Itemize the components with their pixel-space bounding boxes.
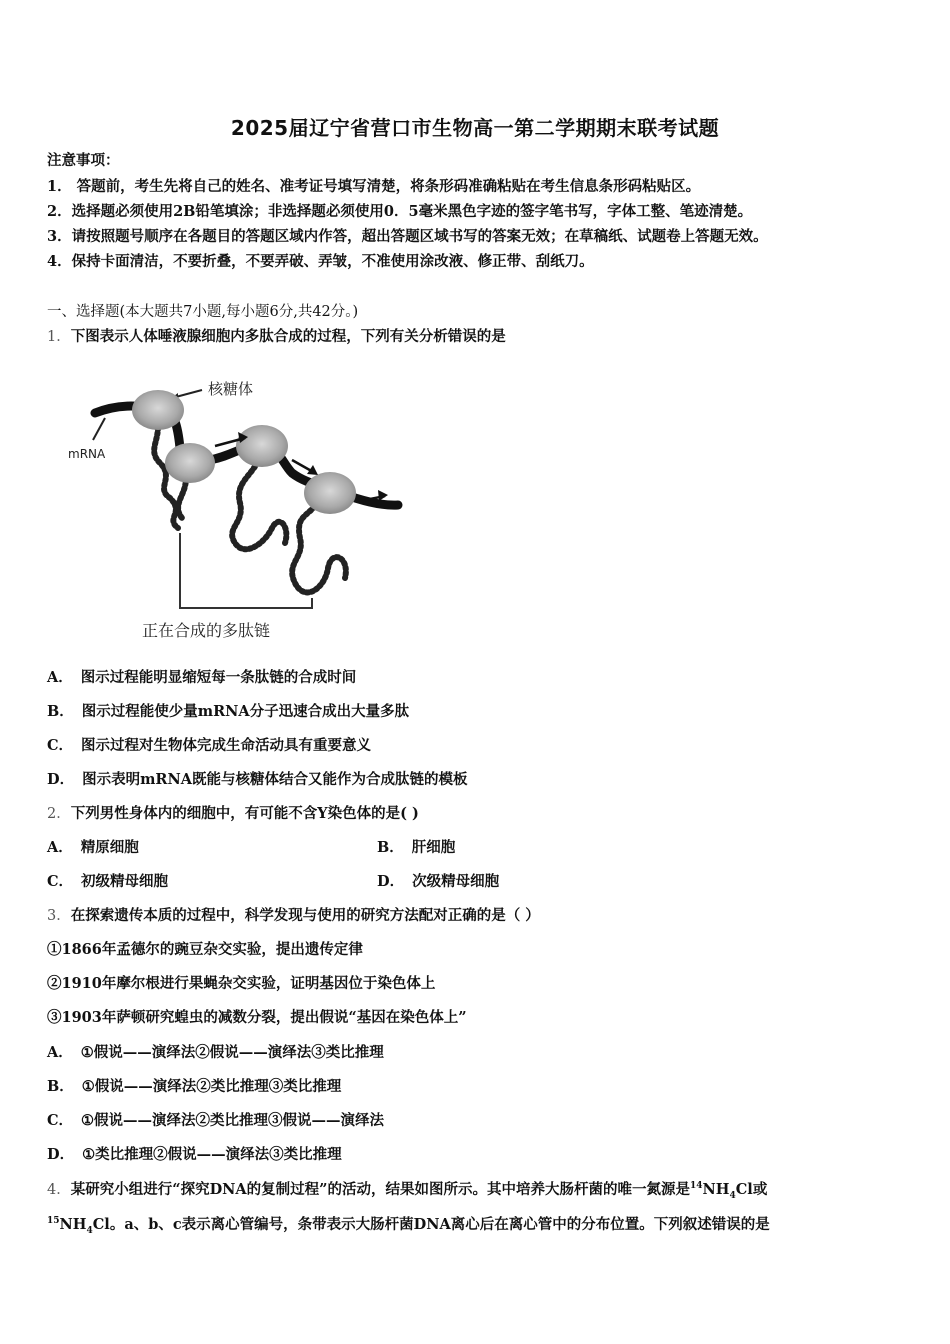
question-1-stem [47, 327, 506, 347]
notice-item-1: 1． 答题前，考生先将自己的姓名、准考证号填写清楚，将条形码准确粘贴在考生信息条形码粘贴区。 [47, 178, 701, 195]
q3-item-1: ①1866年孟德尔的豌豆杂交实验，提出遗传定律 [47, 941, 363, 958]
q3-option-d[interactable]: D． ①类比推理②假说——演绎法③类比推理 [47, 1146, 342, 1163]
q2-option-d[interactable]: D． 次级精母细胞 [377, 873, 500, 890]
question-4-line-2: $^{15}NH_4Cl$。a、b、c表示离心管编号，条带表示大肠杆菌DNA离心后在离心管中的分布位置。下列叙述错误的是 [47, 1216, 770, 1236]
ribosome-2 [165, 443, 215, 483]
q2-option-a[interactable]: A． 精原细胞 [47, 839, 139, 856]
question-text: 下图表示人体唾液腺细胞内多肽合成的过程，下列有关分析错误的是 [70, 328, 506, 345]
q3-option-c[interactable]: C． ①假说——演绎法②类比推理③假说——演绎法 [47, 1112, 385, 1129]
label-mrna: mRNA [68, 447, 106, 461]
notice-heading: 注意事项： [47, 152, 120, 169]
q3-item-3: ③1903年萨顿研究蝗虫的减数分裂，提出假说“基因在染色体上” [47, 1009, 467, 1026]
question-2-stem: 2．下列男性身体内的细胞中，有可能不含Y染色体的是( ) [47, 805, 419, 822]
q1-option-c[interactable]: C． 图示过程对生物体完成生命活动具有重要意义 [47, 737, 372, 754]
q2-option-b[interactable]: B． 肝细胞 [377, 839, 456, 856]
page-title: 2025届辽宁省营口市生物高一第二学期期末联考试题 [230, 116, 720, 140]
label-polypeptide: 正在合成的多肽链 [142, 621, 271, 640]
notice-item-4: 4．保持卡面清洁，不要折叠，不要弄破、弄皱，不准使用涂改液、修正带、刮纸刀。 [47, 253, 594, 270]
q3-option-b[interactable]: B． ①假说——演绎法②类比推理③类比推理 [47, 1078, 342, 1095]
question-number: 1． [47, 329, 71, 345]
q1-option-d[interactable]: D． 图示表明mRNA既能与核糖体结合又能作为合成肽链的模板 [47, 771, 468, 788]
ribosome-1 [132, 390, 184, 430]
q3-item-2: ②1910年摩尔根进行果蝇杂交实验，证明基因位于染色体上 [47, 975, 436, 992]
q1-option-a[interactable]: A． 图示过程能明显缩短每一条肽链的合成时间 [47, 669, 357, 686]
q2-option-c[interactable]: C． 初级精母细胞 [47, 873, 169, 890]
ribosome-4 [304, 472, 356, 514]
mrna-pointer [93, 418, 105, 440]
polysome-figure [60, 368, 420, 648]
label-ribosome: 核糖体 [208, 380, 254, 398]
q1-option-b[interactable]: B． 图示过程能使少量mRNA分子迅速合成出大量多肽 [47, 703, 410, 720]
question-3-stem: 3．在探索遗传本质的过程中，科学发现与使用的研究方法配对正确的是（ ） [47, 907, 540, 924]
question-4-line-1: 4．某研究小组进行“探究DNA的复制过程”的活动，结果如图所示。其中培养大肠杆菌的唯一氮源是$^{14}NH_4Cl$或 [47, 1181, 768, 1201]
section-heading: 一、选择题(本大题共7小题,每小题6分,共42分。) [47, 304, 359, 320]
polysome-diagram [60, 368, 420, 648]
ribosome-3 [236, 425, 288, 467]
notice-item-2: 2．选择题必须使用2B铅笔填涂；非选择题必须使用0．5毫米黑色字迹的签字笔书写，字体工整、笔迹清楚。 [47, 203, 753, 220]
q3-option-a[interactable]: A． ①假说——演绎法②假说——演绎法③类比推理 [47, 1044, 384, 1061]
polypeptide-chain-3 [232, 458, 286, 549]
notice-item-3: 3．请按照题号顺序在各题目的答题区域内作答，超出答题区域书写的答案无效；在草稿纸、试题卷上答题无效。 [47, 228, 768, 245]
